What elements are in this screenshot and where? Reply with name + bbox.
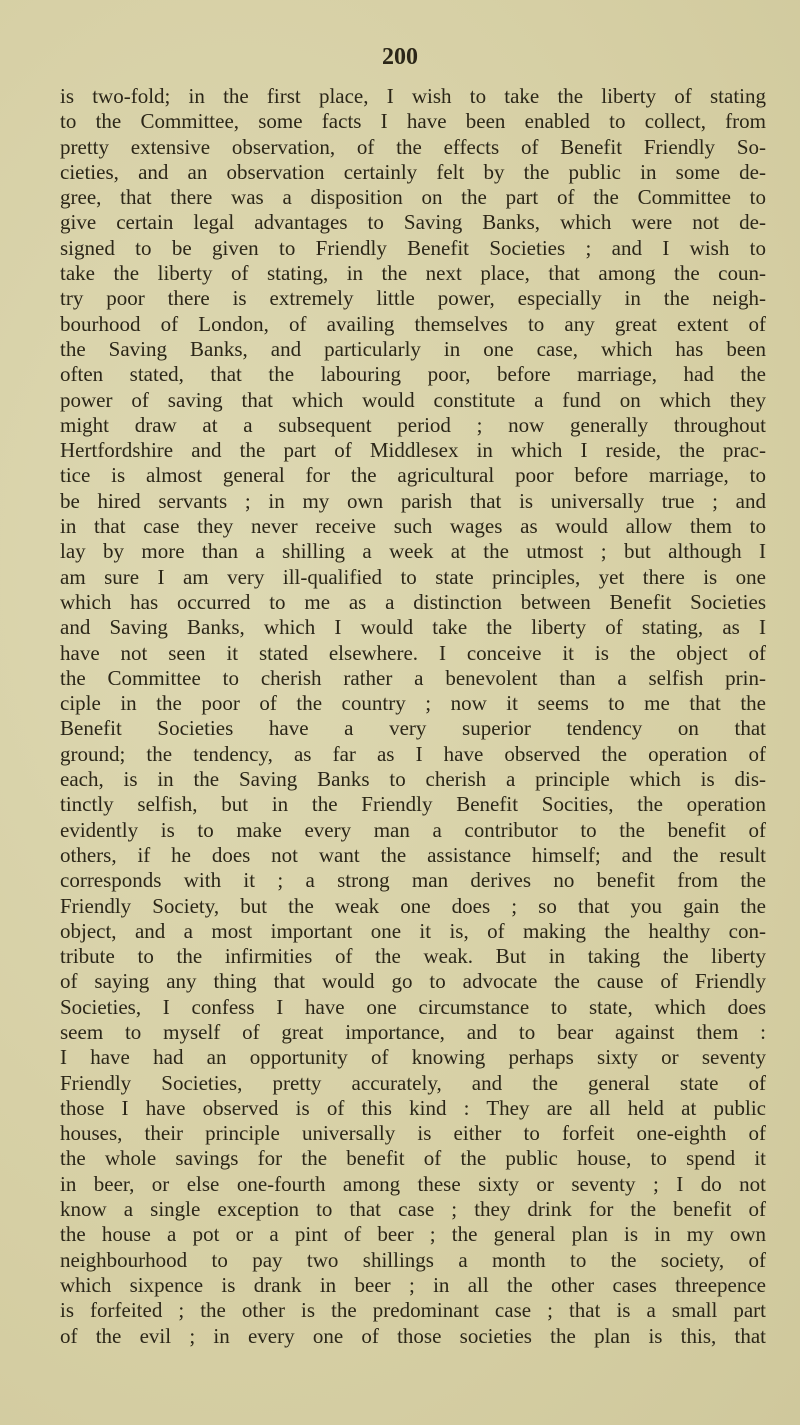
text-line: those I have observed is of this kind : They are all held at public: [60, 1095, 766, 1120]
text-line: Societies, I confess I have one circumstance to state, which does: [60, 994, 766, 1019]
text-line: others, if he does not want the assistance himself; and the result: [60, 842, 766, 867]
text-line: Benefit Societies have a very superior tendency on that: [60, 716, 766, 741]
text-line: neighbourhood to pay two shillings a month to the society, of: [60, 1247, 766, 1272]
text-line: have not seen it stated elsewhere. I conceive it is the object of: [60, 640, 766, 665]
text-line: is two-fold; in the first place, I wish to take the liberty of stating: [60, 84, 766, 108]
text-line: the Saving Banks, and particularly in one case, which has been: [60, 336, 766, 361]
text-line: power of saving that which would constitute a fund on which they: [60, 387, 766, 412]
text-line: tice is almost general for the agricultural poor before marriage, to: [60, 463, 766, 488]
text-line: which sixpence is drank in beer ; in all the other cases threepence: [60, 1272, 766, 1297]
text-line: bourhood of London, of availing themselves to any great extent of: [60, 311, 766, 336]
text-line: object, and a most important one it is, of making the healthy con-: [60, 918, 766, 943]
text-line: lay by more than a shilling a week at the utmost ; but although I: [60, 539, 766, 564]
text-line: take the liberty of stating, in the next place, that among the coun-: [60, 261, 766, 286]
text-line: is forfeited ; the other is the predominant case ; that is a small part: [60, 1298, 766, 1323]
text-line: know a single exception to that case ; they drink for the benefit of: [60, 1197, 766, 1222]
text-line: in that case they never receive such wages as would allow them to: [60, 514, 766, 539]
text-line: gree, that there was a disposition on the part of the Committee to: [60, 185, 766, 210]
text-line: ciple in the poor of the country ; now it seems to me that the: [60, 691, 766, 716]
text-line: pretty extensive observation, of the effects of Benefit Friendly So-: [60, 134, 766, 159]
text-line: ground; the tendency, as far as I have observed the operation of: [60, 741, 766, 766]
text-line: seem to myself of great importance, and to bear against them :: [60, 1019, 766, 1044]
text-line: Hertfordshire and the part of Middlesex in which I reside, the prac-: [60, 438, 766, 463]
text-line: am sure I am very ill-qualified to state principles, yet there is one: [60, 564, 766, 589]
text-line: Friendly Societies, pretty accurately, and the general state of: [60, 1070, 766, 1095]
text-line: Friendly Society, but the weak one does ; so that you gain the: [60, 893, 766, 918]
text-line: try poor there is extremely little power, especially in the neigh-: [60, 286, 766, 311]
text-line: and Saving Banks, which I would take the liberty of stating, as I: [60, 615, 766, 640]
text-line: often stated, that the labouring poor, before marriage, had the: [60, 362, 766, 387]
text-line: which has occurred to me as a distinction between Benefit Societies: [60, 589, 766, 614]
text-line: cieties, and an observation certainly felt by the public in some de-: [60, 159, 766, 184]
text-line: houses, their principle universally is either to forfeit one-eighth of: [60, 1121, 766, 1146]
text-line: the whole savings for the benefit of the public house, to spend it: [60, 1146, 766, 1171]
text-line: tinctly selfish, but in the Friendly Benefit Socities, the operation: [60, 792, 766, 817]
text-line: be hired servants ; in my own parish that is universally true ; and: [60, 488, 766, 513]
text-line: each, is in the Saving Banks to cherish a principle which is dis-: [60, 767, 766, 792]
text-line: of the evil ; in every one of those societies the plan is this, that: [60, 1323, 766, 1348]
text-line: signed to be given to Friendly Benefit Societies ; and I wish to: [60, 235, 766, 260]
page-number: 200: [382, 44, 418, 70]
text-line: might draw at a subsequent period ; now generally throughout: [60, 412, 766, 437]
text-line: of saying any thing that would go to advocate the cause of Friendly: [60, 969, 766, 994]
text-line: in beer, or else one-fourth among these sixty or seventy ; I do not: [60, 1171, 766, 1196]
text-line: I have had an opportunity of knowing perhaps sixty or seventy: [60, 1045, 766, 1070]
text-line: corresponds with it ; a strong man derives no benefit from the: [60, 868, 766, 893]
text-line: give certain legal advantages to Saving Banks, which were not de-: [60, 210, 766, 235]
text-line: the house a pot or a pint of beer ; the general plan is in my own: [60, 1222, 766, 1247]
text-line: the Committee to cherish rather a benevolent than a selfish prin-: [60, 665, 766, 690]
text-line: evidently is to make every man a contributor to the benefit of: [60, 817, 766, 842]
text-line: to the Committee, some facts I have been enabled to collect, from: [60, 109, 766, 134]
text-line: tribute to the infirmities of the weak. But in taking the liberty: [60, 944, 766, 969]
body-text: [60, 84, 766, 1349]
